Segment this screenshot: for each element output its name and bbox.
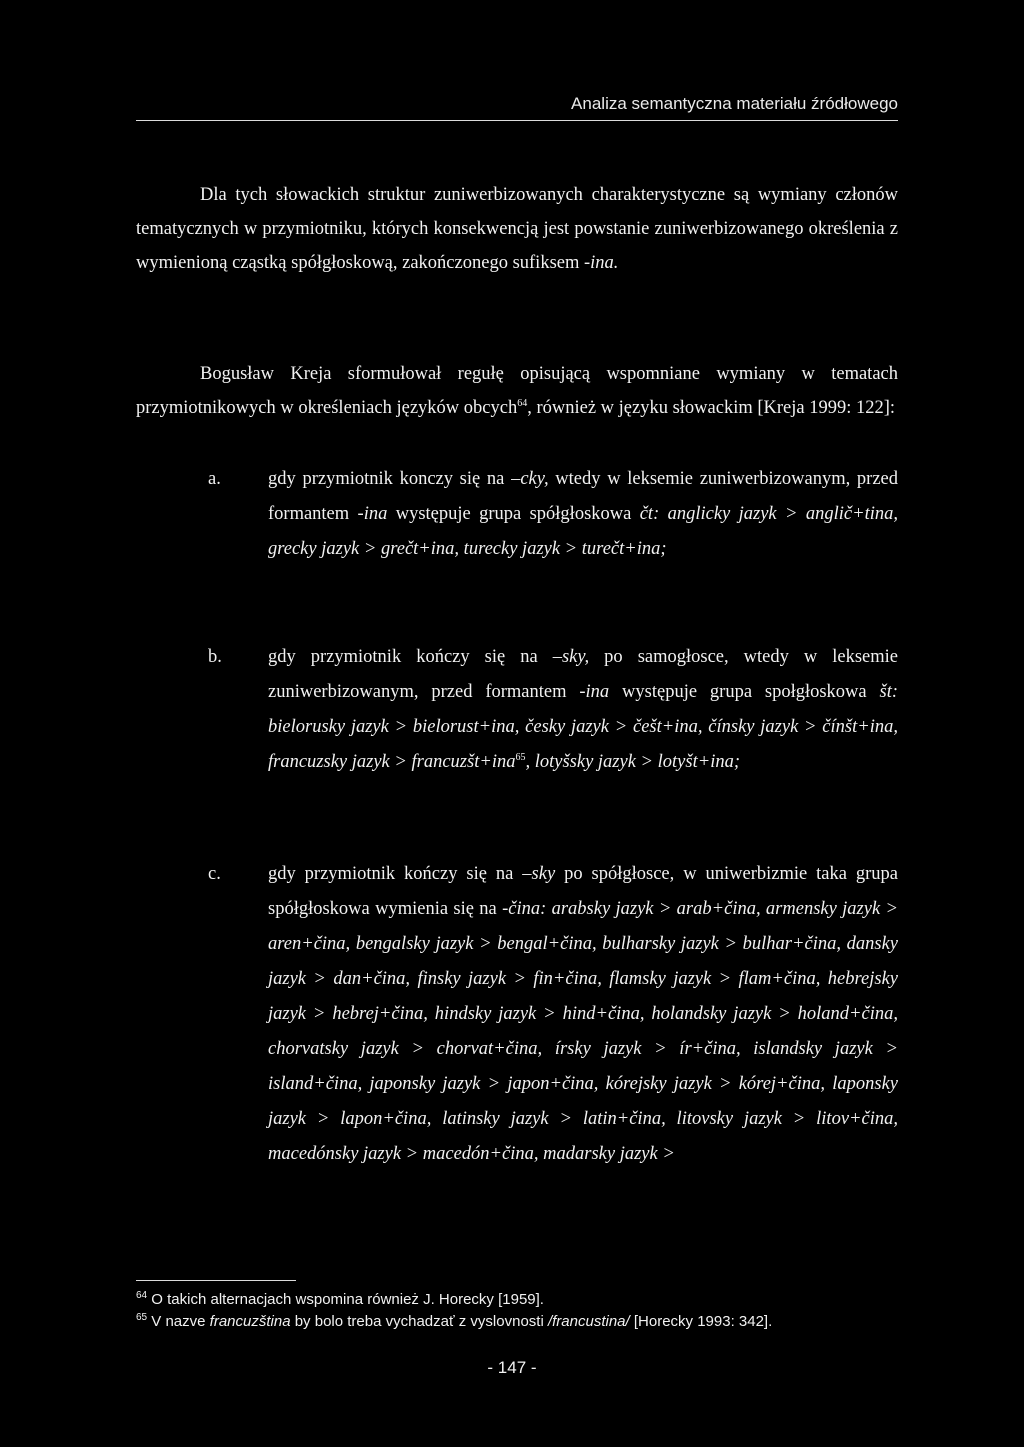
item-c-examples: -čina: arabsky jazyk > arab+čina, armensky jazyk > aren+čina, bengalsky jazyk > bengal+čina, bulharsky jazyk > bulhar+čina, dansky jazyk > dan+čina, finsky jazyk > fin+čina, flamsky jazyk > flam+čina, hebrejsky jazyk > hebrej+čina, hindsky jazyk > hind+čina, holandsky jazyk > holand+čina, chorvatsky jazyk > chorvat+čina, írsky jazyk > ír+čina, islandsky jazyk > island+čina, japonsky jazyk > japon+čina, kórejsky jazyk > kórej+čina, laponsky jazyk > lapon+čina, latinsky jazyk > latin+čina, litovsky jazyk > litov+čina, macedónsky jazyk > macedón+čina, madarsky jazyk > bbox=[268, 899, 898, 1164]
item-b-ending: –sky, bbox=[552, 647, 590, 667]
footnote-ref-65[interactable]: 65 bbox=[515, 751, 526, 763]
paragraph-1-text: Dla tych słowackich struktur zuniwerbizowanych charakterystyczne są wymiany członów tematycznych w przymiotniku, których konsekwencją jest powstanie zuniwerbizowanego określenia z wymienioną cząstką spółgłoskową, zakończonego sufiksem bbox=[136, 185, 898, 273]
item-a-text-1: gdy przymiotnik konczy się na bbox=[268, 469, 512, 489]
item-b-formant: -ina bbox=[579, 682, 610, 702]
paragraph-2 bbox=[136, 357, 898, 425]
footnote-64-number: 64 bbox=[136, 1290, 148, 1301]
footnote-65-text-1: V nazve bbox=[147, 1313, 210, 1330]
item-b-examples-b: , lotyšsky jazyk > lotyšt+ina; bbox=[525, 752, 741, 772]
list-item-c bbox=[136, 857, 898, 1172]
list-item-b bbox=[136, 640, 898, 780]
paragraph-2-text-a: Bogusław Kreja sformułował regułę opisującą wspomniane wymiany w tematach przymiotnikowych w określeniach języków obcych bbox=[136, 364, 898, 418]
footnote-65-term: francuzština bbox=[209, 1313, 291, 1330]
header-rule bbox=[136, 120, 898, 121]
item-c-text-1: gdy przymiotnik kończy się na bbox=[268, 864, 523, 884]
running-header: Analiza semantyczna materiału źródłowego bbox=[571, 94, 898, 113]
item-b-examples-a: št: bielorusky jazyk > bielorust+ina, česky jazyk > češt+ina, čínsky jazyk > čínšt+ina, francuzsky jazyk > francuzšt+ina bbox=[268, 682, 898, 772]
footnote-ref-64[interactable]: 64 bbox=[517, 397, 528, 409]
footnote-65-number: 65 bbox=[136, 1312, 148, 1323]
footnote-64 bbox=[136, 1290, 898, 1310]
list-marker-a: a. bbox=[208, 469, 221, 489]
footnote-65 bbox=[136, 1312, 898, 1332]
list-marker-c: c. bbox=[208, 864, 221, 884]
list-marker-b: b. bbox=[208, 647, 222, 667]
item-b-text-3: występuje grupa społgłoskowa bbox=[609, 682, 880, 702]
list-item-a bbox=[136, 462, 898, 567]
paragraph-2-text-b: , również w języku słowackim [Kreja 1999: 122]: bbox=[527, 398, 896, 418]
list-item-a-body bbox=[268, 462, 898, 567]
item-a-text-2: wtedy w leksemie zuniwerbizowanym, przed formantem bbox=[268, 469, 898, 524]
footnote-rule bbox=[136, 1280, 296, 1281]
item-a-ending: –cky, bbox=[511, 469, 549, 489]
footnote-65-text-3: [Horecky 1993: 342]. bbox=[629, 1313, 773, 1330]
footnote-64-text: O takich alternacjach wspomina również J. Horecky [1959]. bbox=[147, 1291, 544, 1308]
item-a-formant: -ina bbox=[357, 504, 388, 524]
page-number: - 147 - bbox=[487, 1358, 537, 1377]
item-b-text-1: gdy przymiotnik kończy się na bbox=[268, 647, 553, 667]
item-a-examples: čt: anglicky jazyk > anglič+tina, grecky jazyk > grečt+ina, turecky jazyk > turečt+ina; bbox=[268, 504, 898, 559]
footnote-65-text-2: by bolo treba vychadzať z vyslovnosti bbox=[290, 1313, 548, 1330]
list-item-c-body bbox=[268, 857, 898, 1172]
paragraph-1 bbox=[136, 178, 898, 280]
item-b-text-2: po samogłosce, wtedy w leksemie zuniwerbizowanym, przed formantem bbox=[268, 647, 898, 702]
list-item-b-body bbox=[268, 640, 898, 780]
paragraph-1-suffix: -ina. bbox=[584, 253, 619, 273]
footnote-65-pronunciation: /francustina/ bbox=[547, 1313, 630, 1330]
item-c-ending: –sky bbox=[522, 864, 556, 884]
item-c-text-2: po spółgłosce, w uniwerbizmie taka grupa spółgłoskowa wymienia się na bbox=[268, 864, 899, 919]
item-a-text-3: występuje grupa spółgłoskowa bbox=[387, 504, 640, 524]
